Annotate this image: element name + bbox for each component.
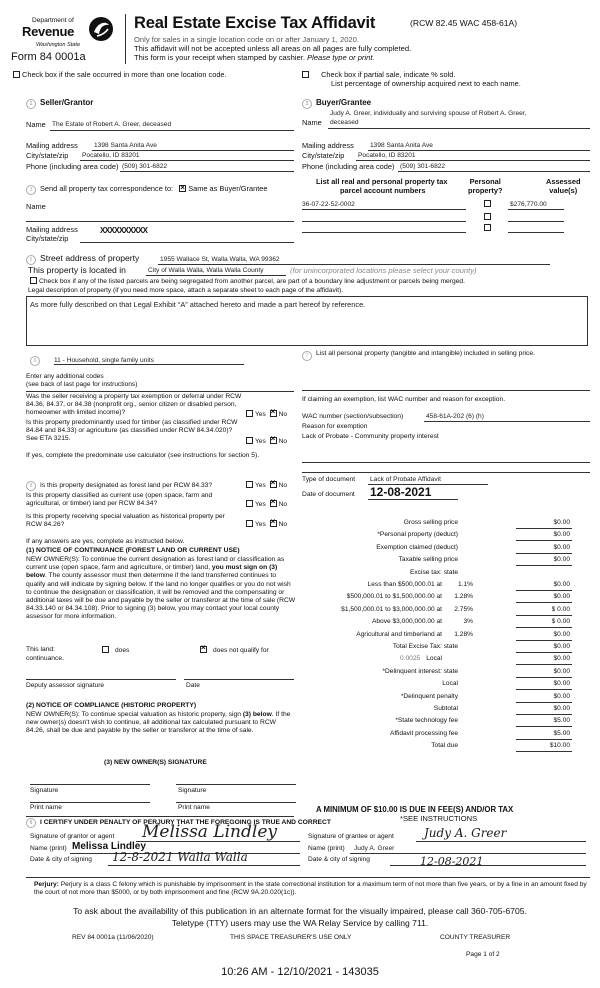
partial-sale-check[interactable]: Check box if partial sale, indicate % sold. [302,70,455,79]
see-instructions: *SEE INSTRUCTIONS [400,814,478,823]
calc-underline [516,565,572,566]
checkbox-icon[interactable] [30,277,37,284]
owner-print-label-1: Print name [30,804,62,811]
seller-name-label: Name [26,120,46,129]
calc-value[interactable]: $10.00 [549,742,570,750]
dor-logo [2,14,114,64]
buyer-city-label: City/state/zip [302,151,345,160]
calc-underline [516,540,572,541]
calc-rate: 1.28% [454,593,473,601]
legal-description: As more fully described on that Legal Exhibit “A” attached hereto and made a part hereof by reference. [30,300,366,309]
forest-question-3: Is this property receiving special valuation as historical property per RCW 84.26? [26,513,225,529]
calc-value[interactable]: $ 0.00 [551,618,570,626]
header-note2: This affidavit will not be accepted unless all areas on all pages are fully completed. [134,44,412,53]
treasurer-use-only: THIS SPACE TREASURER'S USE ONLY [230,934,352,941]
seller-city[interactable]: Pocatello, ID 83201 [82,152,140,159]
located-hint: (for unincorporated locations please select your county) [290,266,477,275]
partial-sale-note: List percentage of ownership acquired next to each name. [331,79,521,88]
revision: REV 84 0001a (11/06/2020) [72,934,154,941]
corr-mailing-value[interactable]: XXXXXXXXXX [100,226,148,235]
calc-rate: 3% [463,618,473,626]
grantor-sig-label: Signature of grantor or agent [30,833,115,840]
grantee-sig-label: Signature of grantee or agent [308,833,394,840]
calc-value[interactable]: $5.00 [553,717,570,725]
forest-yes-no-2[interactable]: Yes × No [246,500,287,509]
grantor-date-label: Date & city of signing [30,856,92,863]
buyer-mailing-label: Mailing address [302,141,354,150]
calc-value[interactable]: $0.00 [553,705,570,712]
buyer-phone[interactable]: (509) 301-6822 [400,163,446,170]
form-number: Form 84 0001a [11,51,86,63]
does-checkbox[interactable] [102,646,109,653]
header-note1: Only for sales in a single location code on or after January 1, 2020. [134,35,359,44]
perjury-note: Perjury: Perjury is a class C felony which is punishable by imprisonment in the state correctional institution for a maximum term of not more than five years, or by a fine in an amount fixed by the court of not more than $5000, or by both imprisonment and fine (RCW 9A.20.020(1c)). [34,881,587,896]
calc-row-delinq-state [300,667,572,678]
reason-label: Reason for exemption [302,423,368,430]
calc-value[interactable]: $0.00 [553,593,570,601]
dept-line2: Revenue [22,24,75,39]
if-yes-note: If any answers are yes, complete as instructed below. [26,538,185,545]
grantee-name-label: Name (print) [308,845,345,852]
calc-rate: 1.28% [454,630,473,638]
legal-label: Legal description of property (if you need more space, attach a separate sheet to each page of the affidavit). [28,287,344,294]
no-checkbox[interactable] [270,410,277,417]
calc-underline [516,726,572,727]
calc-underline [516,615,572,616]
personal-property-checkbox-2[interactable] [484,213,491,220]
grantor-signature[interactable]: Melissa Lindley [142,822,277,842]
personal-property-checkbox-3[interactable] [484,224,491,231]
doc-date-label: Date of document [302,491,355,498]
buyer-name-top[interactable]: Judy A. Greer, individually and surviving spouse of Robert A. Greer, [330,110,527,117]
calc-row-tier-1 [300,592,572,603]
calc-row-exemption [300,543,572,554]
accessibility-note-2: Teletype (TTY) users may use the WA Relay Service by calling 711. [171,918,429,928]
parcel-number-1[interactable]: 36-07-22-52-0002 [302,201,355,208]
calc-underline [516,553,572,554]
corr-name-label: Name [26,202,46,211]
predominate-note: If yes, complete the predominate use calculator (see instructions for section 5). [26,452,260,459]
calc-row-delinq-penalty [300,692,572,703]
calc-label: Agricultural and timberland at [356,630,442,638]
land-does-check[interactable]: does [102,646,129,655]
calc-row-total-state [300,642,572,653]
calc-row-excise-state [300,568,572,579]
calc-underline [516,702,572,703]
calc-value[interactable]: $0.00 [553,630,570,638]
county-treasurer: COUNTY TREASURER [440,934,511,941]
timber-yes-no[interactable]: Yes × No [246,437,287,446]
seller-phone-label: Phone (including area code) [26,162,119,171]
calc-label: *Delinquent penalty [400,692,458,700]
yes-checkbox[interactable] [246,410,253,417]
calc-row-tier-4 [300,630,572,641]
dept-line3: Washington State [36,42,81,48]
forest-question-1: 8 Is this property designated as forest land per RCW 84.33? [26,481,212,491]
parcel-heading1: List all real and personal property tax [316,177,448,186]
calc-label: Affidavit processing fee [389,729,458,737]
calc-row-gross [300,518,572,529]
calc-value[interactable]: $0.00 [553,667,570,675]
grantee-signature[interactable]: Judy A. Greer [424,826,507,840]
doc-date[interactable]: 12-08-2021 [370,485,432,499]
exemption-yes-no[interactable]: Yes × No [246,410,287,419]
land-use-code[interactable]: 6 11 - Household, single family units [30,355,154,366]
buyer-name-label: Name [302,118,322,127]
no-checkbox[interactable] [270,500,277,507]
boundary-check[interactable]: Check box if any of the listed parcels are being segregated from another parcel, are part of a boundary line adjustment or parcels being merged. [30,277,590,286]
personal-property-checkbox-1[interactable] [484,200,491,207]
located-label: This property is located in [28,265,126,275]
yes-checkbox[interactable] [246,520,253,527]
calc-rate: 1.1% [457,581,473,588]
calc-value[interactable]: $0.00 [553,692,570,700]
grantee-date-label: Date & city of signing [308,856,370,863]
calc-label: Excise tax: state [409,568,458,576]
calc-row-tier-0 [300,580,572,591]
enter-codes: Enter any additional codes [26,373,104,380]
calc-rate: 2.75% [454,605,473,613]
calc-underline [516,652,572,653]
see-back: (see back of last page for instructions) [26,381,138,388]
seller-mailing[interactable]: 1398 Santa Anita Ave [94,142,157,149]
seller-name[interactable]: The Estate of Robert A. Greer, deceased [52,121,172,128]
notice-continuance-title: (1) NOTICE OF CONTINUANCE (FOREST LAND OR CURRENT USE) [26,547,240,554]
yes-checkbox[interactable] [246,500,253,507]
revenue-swoosh-icon [88,16,114,42]
reason[interactable]: Lack of Probate - Community property interest [302,433,439,440]
doc-type[interactable]: Lack of Probate Affidavit [370,476,441,483]
exemption-question: Was the seller receiving a property tax exemption or deferral under RCW 84.36, 84.37, or 84.38 (nonprofit org., senior citizen or disabled person, homeowner with limited income)? [26,393,242,417]
street-address-row: 5 Street address of property [26,253,139,265]
wac-label: WAC number (section/subsection) [302,413,404,420]
certify-heading: 9 I CERTIFY UNDER PENALTY OF PERJURY THAT THE FOREGOING IS TRUE AND CORRECT [26,818,331,828]
corr-city-label: City/state/zip [26,234,69,243]
continuance-label: continuance. [26,655,64,662]
calc-label: Gross selling price [403,519,458,526]
calc-underline [516,602,572,603]
owner-signature-label-2: Signature [178,787,207,794]
multi-location-check[interactable]: Check box if the sale occurred in more than one location code. [13,70,227,79]
calc-label: *Personal property (deduct) [377,531,458,539]
parcel-value-1[interactable]: $276,770.00 [510,201,547,208]
page-number: Page 1 of 2 [466,951,500,958]
calc-underline [516,627,572,628]
grantor-name-label: Name (print) [30,845,67,852]
exemption-claim: If claiming an exemption, list WAC number and reason for exception. [302,396,506,403]
personal-property-list: 7 List all personal property (tangible and intangible) included in selling price. [302,350,562,361]
yes-checkbox[interactable] [246,437,253,444]
calc-row-subtotal [300,704,572,715]
buyer-heading: 2 Buyer/Grantee [302,98,371,109]
land-does-not-check[interactable]: × does not qualify for [200,646,269,655]
form-statute: (RCW 82.45 WAC 458-61A) [410,18,518,28]
calc-label: Above $3,000,000.00 at [371,618,442,626]
buyer-name[interactable]: deceased [330,119,359,126]
new-owner-signature-title: (3) NEW OWNER(S) SIGNATURE [104,759,207,766]
wac-number[interactable]: 458-61A-202 (6) (h) [426,413,484,420]
forest-yes-no-1[interactable]: Yes × No [246,481,287,490]
calc-value[interactable]: $0.00 [553,531,570,539]
correspondence-label: 3 Send all property tax correspondence to: × Same as Buyer/Grantee [26,184,267,195]
calc-value[interactable]: $0.00 [553,581,570,588]
calc-row-personal [300,530,572,541]
checkbox-icon[interactable] [13,71,20,78]
deputy-date-label: Date [186,682,200,689]
owner-print-label-2: Print name [178,804,210,811]
same-as-buyer-checkbox[interactable] [179,185,186,192]
buyer-mailing[interactable]: 1398 Santa Anita Ave [370,142,433,149]
calc-value[interactable]: $0.00 [553,543,570,551]
legal-description-box[interactable] [26,296,588,346]
minimum-due-note: A MINIMUM OF $10.00 IS DUE IN FEE(S) AND/OR TAX [316,805,514,814]
calc-row-local [300,654,572,665]
street-address[interactable]: 1955 Wallace St, Walla Walla, WA 99362 [160,256,280,263]
recording-stamp: 10:26 AM - 12/10/2021 - 143035 [221,966,379,978]
calc-label: Total due [431,742,458,750]
parcel-heading2: parcel account numbers [340,186,426,195]
corr-mailing-label: Mailing address [26,225,78,234]
calc-label: Local [442,680,458,688]
calc-underline [516,739,572,740]
calc-row-tier-3 [300,617,572,628]
seller-mailing-label: Mailing address [26,141,78,150]
calc-underline [516,751,572,752]
calc-label: Exemption claimed (deduct) [376,543,458,551]
no-checkbox[interactable] [270,520,277,527]
calc-value[interactable]: $ 0.00 [551,605,570,613]
parcel-col-assessed: Assessed value(s) [546,177,581,195]
seller-heading: 1 Seller/Grantor [26,98,93,109]
accessibility-note-1: To ask about the availability of this publication in an alternate format for the visually impaired, please call 360-705-6705. [73,906,527,916]
header-divider [125,14,126,64]
notice-continuance-text: NEW OWNER(S): To continue the current designation as forest land or classification as current use (open space, farm and agriculture, or timber) land, you must sign on (3) below. The county assessor must then determine if the land transferred continues to qualify and will indicate by signing below. If the land no longer qualifies or you do not wish to continue the designation or classification, it will be removed and the compensating or additional taxes will be due and payable by the seller or transferor at the time of sale (RCW 84.33.140 or 84.34.108). Prior to signing (3) below, you may contact your local county assessor for more information. [26,556,296,621]
calc-row-taxable [300,555,572,566]
header-note3: This form is your receipt when stamped by cashier. Please type or print. [134,53,375,62]
calc-value[interactable]: $0.00 [553,519,570,526]
seller-phone[interactable]: (509) 301-6822 [122,163,168,170]
calc-rate: 0.0025 [400,655,421,663]
buyer-phone-label: Phone (including area code) [302,162,395,171]
owner-signature-label-1: Signature [30,787,59,794]
parcel-col-personal: Personal property? [468,177,503,195]
seller-city-label: City/state/zip [26,151,69,160]
calc-label: Taxable selling price [398,556,458,564]
calc-label: *State technology fee [395,717,458,725]
checkbox-icon[interactable] [302,71,309,78]
grantee-date[interactable]: 12-08-2021 [420,855,484,868]
calc-value[interactable]: $0.00 [553,556,570,564]
calc-row-total-due [300,741,572,752]
calc-label: Local [426,655,442,663]
calc-label: Total Excise Tax: state [392,643,458,650]
calc-value[interactable]: $0.00 [553,655,570,663]
grantee-name[interactable]: Judy A. Greer [354,845,395,852]
timber-question: Is this property predominantly used for timber (as classified under RCW 84.84 and 84.33) or agriculture (as classified under RCW 84.34.020)? See ETA 3215. [26,419,238,443]
calc-underline [516,640,572,641]
calc-row-processing-fee [300,729,572,740]
forest-question-2: Is this property classified as current use (open space, farm and agricultural, or timber) land per RCW 84.34? [26,492,213,508]
calc-underline [516,590,572,591]
notice-compliance-text: NEW OWNER(S): To continue special valuation as historic property, sign (3) below. If the new owner(s) doesn't wish to continue, all additional tax calculated pursuant to RCW 84.26, shall be due and payable by the seller or transferor at the time of sale. [26,711,291,735]
doc-type-label: Type of document [302,476,356,483]
notice-compliance-title: (2) NOTICE OF COMPLIANCE (HISTORIC PROPERTY) [26,702,197,709]
located-value[interactable]: City of Walla Walla, Walla Walla County [148,267,264,274]
calc-label: *Delinquent interest: state [382,667,458,675]
calc-row-tier-2 [300,605,572,616]
calc-underline [516,689,572,690]
grantor-date-city[interactable]: 12-8-2021 Walla Walla [112,850,248,864]
calc-underline [516,664,572,665]
calc-label: $1,500,000.01 to $3,000,000.00 at [341,605,442,613]
calc-underline [516,714,572,715]
buyer-city[interactable]: Pocatello, ID 83201 [358,152,416,159]
calc-row-tech-fee [300,716,572,727]
calc-label: $500,000.01 to $1,500,000.00 at [346,593,442,601]
calc-label: Less than $500,000.01 at [367,581,442,588]
deputy-signature-label: Deputy assessor signature [26,682,105,689]
calc-value[interactable]: $0.00 [553,680,570,688]
forest-yes-no-3[interactable]: Yes × No [246,520,287,529]
dept-line1: Department of [32,17,74,24]
calc-value[interactable]: $0.00 [553,643,570,650]
yes-checkbox[interactable] [246,481,253,488]
calc-value[interactable]: $5.00 [553,729,570,737]
form-title: Real Estate Excise Tax Affidavit [134,14,376,32]
grantor-name[interactable]: Melissa Lindley [72,841,146,852]
no-checkbox[interactable] [270,437,277,444]
calc-label: Subtotal [433,705,458,712]
this-land-label: This land: [26,646,55,653]
calc-underline [516,528,572,529]
calc-underline [516,677,572,678]
calc-row-delinq-local [300,679,572,690]
no-checkbox[interactable] [270,481,277,488]
does-not-checkbox[interactable] [200,646,207,653]
